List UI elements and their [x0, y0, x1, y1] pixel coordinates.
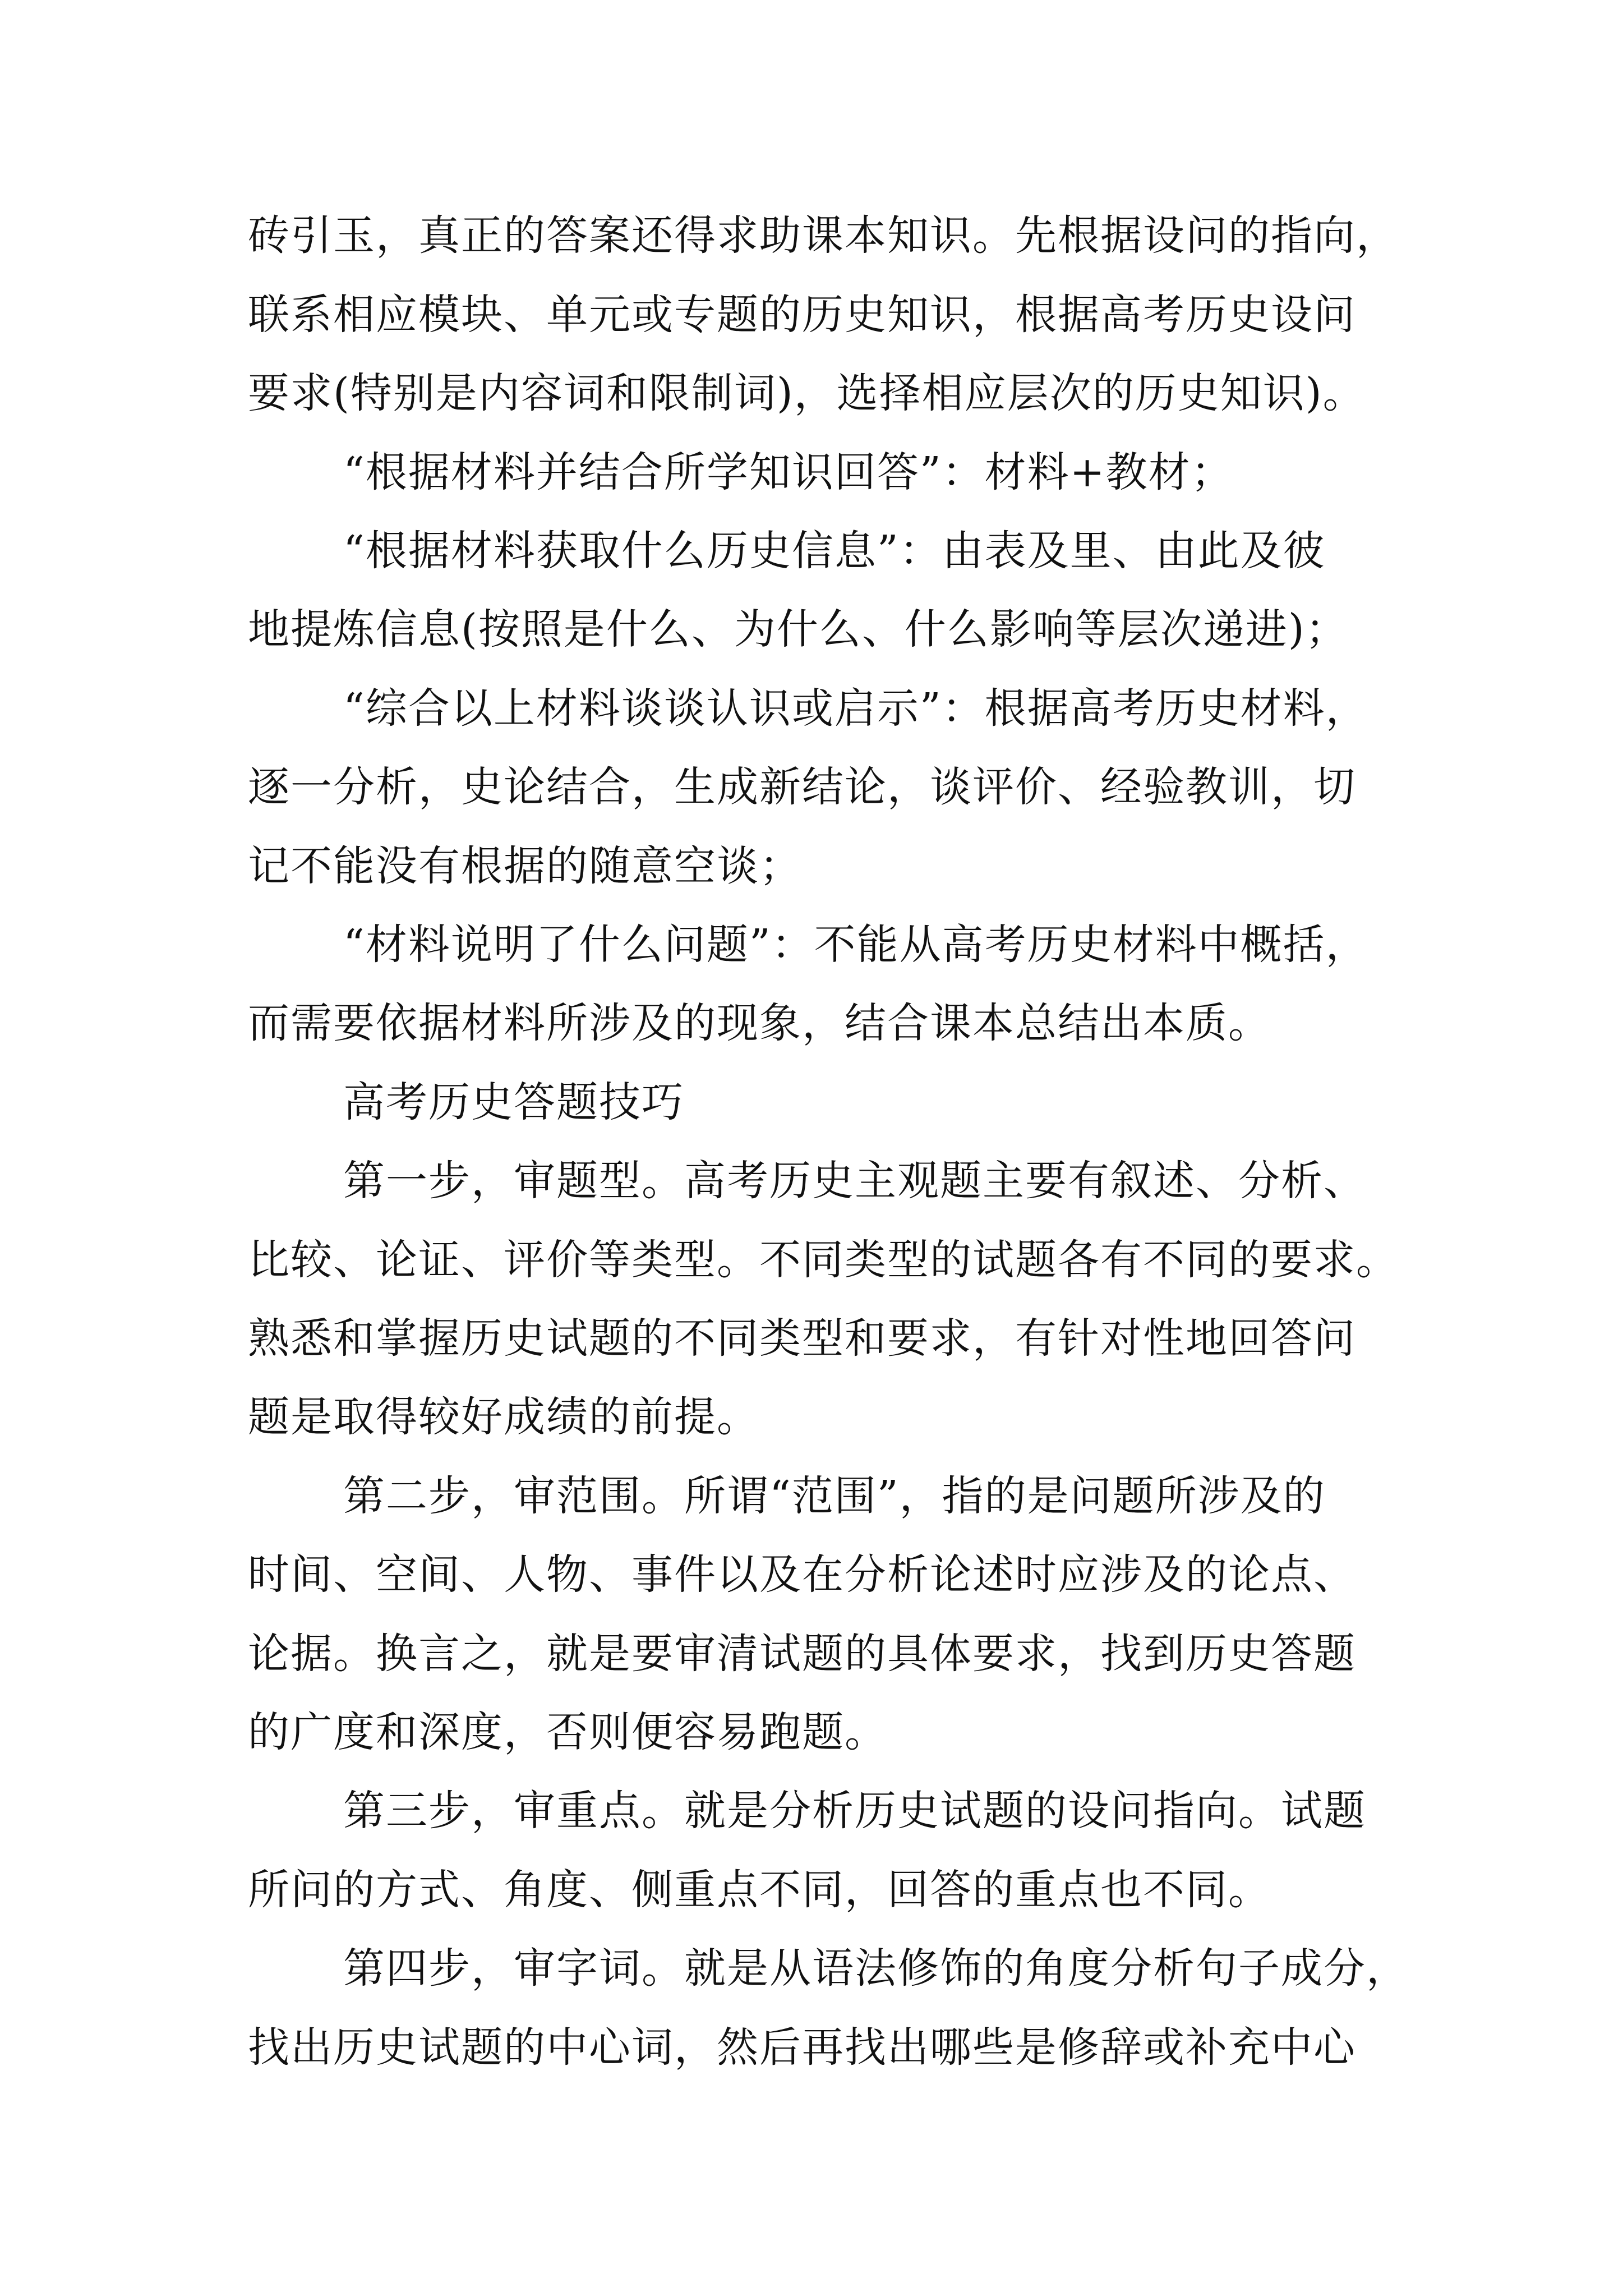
text-line: 第四步，审字词。就是从语法修饰的角度分析句子成分， [343, 1944, 1409, 1993]
text-line: 论据。换言之，就是要审清试题的具体要求，找到历史答题 [248, 1630, 1356, 1678]
text-line: 要求(特别是内容词和限制词)，选择相应层次的历史知识)。 [248, 369, 1366, 417]
text-line: 逐一分析，史论结合，生成新结论，谈评价、经验教训，切 [248, 763, 1356, 811]
text-line: 地提炼信息(按照是什么、为什么、什么影响等层次递进)； [248, 605, 1348, 654]
text-line: 第三步，审重点。就是分析历史试题的设问指向。试题 [343, 1787, 1366, 1835]
text-line: “材料说明了什么问题”：不能从高考历史材料中概括， [343, 921, 1368, 969]
text-line: “根据材料并结合所学知识回答”：材料+教材； [343, 448, 1234, 496]
text-line: 第一步，审题型。高考历史主观题主要有叙述、分析、 [343, 1157, 1366, 1205]
text-line: 题是取得较好成绩的前提。 [248, 1393, 759, 1441]
text-line: 第二步，审范围。所谓“范围”，指的是问题所涉及的 [343, 1472, 1326, 1520]
text-line: 比较、论证、评价等类型。不同类型的试题各有不同的要求。 [248, 1236, 1399, 1284]
text-line: 砖引玉，真正的答案还得求助课本知识。先根据设问的指向， [248, 211, 1399, 260]
text-line: “根据材料获取什么历史信息”：由表及里、由此及彼 [343, 527, 1326, 575]
section-heading: 高考历史答题技巧 [343, 1078, 684, 1126]
text-line: 时间、空间、人物、事件以及在分析论述时应涉及的论点、 [248, 1550, 1356, 1599]
text-line: 所问的方式、角度、侧重点不同，回答的重点也不同。 [248, 1866, 1271, 1914]
text-line: “综合以上材料谈谈认识或启示”：根据高考历史材料， [343, 684, 1368, 733]
text-line: 的广度和深度，否则便容易跑题。 [248, 1708, 887, 1756]
text-line: 记不能没有根据的随意空谈； [248, 842, 802, 890]
text-line: 找出历史试题的中心词，然后再找出哪些是修辞或补充中心 [248, 2023, 1356, 2072]
text-line: 联系相应模块、单元或专题的历史知识，根据高考历史设问 [248, 291, 1356, 339]
text-line: 熟悉和掌握历史试题的不同类型和要求，有针对性地回答问 [248, 1314, 1356, 1363]
text-line: 而需要依据材料所涉及的现象，结合课本总结出本质。 [248, 999, 1271, 1047]
